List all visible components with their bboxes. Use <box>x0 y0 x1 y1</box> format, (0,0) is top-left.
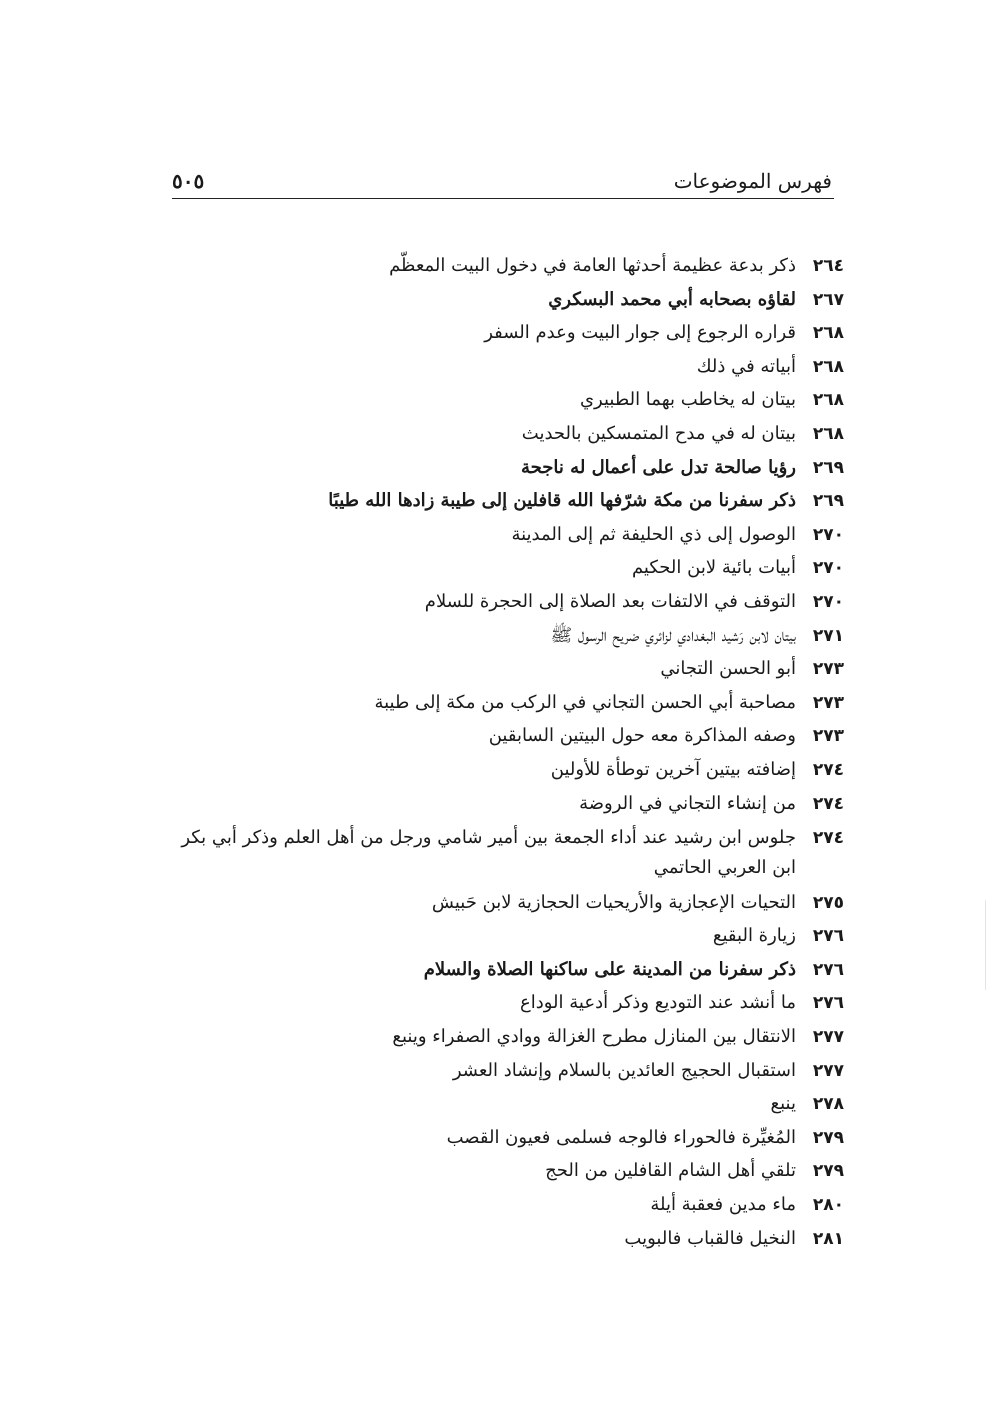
toc-entry <box>154 588 844 616</box>
running-header-title: فهرس الموضوعات <box>673 169 832 193</box>
toc-entry-title: أبيات بائية لابن الحكيم <box>631 557 796 579</box>
toc-page-number: ٢٦٤ <box>812 256 844 276</box>
toc-entry <box>154 989 844 1017</box>
toc-entry-title: استقبال الحجيج العائدين بالسلام وإنشاد العشر <box>452 1059 796 1081</box>
toc-entry <box>154 1191 844 1219</box>
toc-page-number: ٢٧٣ <box>812 659 844 680</box>
toc-entry <box>154 1157 844 1185</box>
toc-entry-title: رؤيا صالحة تدل على أعمال له ناجحة <box>521 456 796 478</box>
toc-entry <box>154 353 844 381</box>
toc-page-number: ٢٧٠ <box>812 591 844 612</box>
toc-page-number: ٢٧٠ <box>812 524 844 545</box>
toc-page-number: ٢٧٤ <box>812 759 844 780</box>
toc-entry-title: من إنشاء التجاني في الروضة <box>579 792 796 814</box>
toc-entry-title: إضافته بيتين آخرين توطأة للأولين <box>550 758 796 780</box>
toc-entry-title: بيتان له في مدح المتمسكين بالحديث <box>521 422 796 444</box>
toc-entry-title: المُغيِّرة فالحوراء فالوجه فسلمى فعيون القصب <box>446 1126 796 1148</box>
toc-entry <box>154 1057 844 1085</box>
toc-entry <box>154 756 844 784</box>
toc-entry <box>154 790 844 818</box>
toc-page-number: ٢٧٣ <box>812 726 844 747</box>
toc-entry-title: النخيل فالقباب فالبويب <box>624 1227 796 1249</box>
toc-entry <box>154 420 844 448</box>
toc-page-number: ٢٧٣ <box>812 692 844 713</box>
toc-entry-title: قراره الرجوع إلى جوار البيت وعدم السفر <box>484 322 796 344</box>
toc-entry-title: ما أنشد عند التوديع وذكر أدعية الوداع <box>519 992 796 1014</box>
toc-entry-title: ذكر بدعة عظيمة أحدثها العامة في دخول البيت المعظّم <box>389 255 796 276</box>
toc-entry-title: التوقف في الالتفات بعد الصلاة إلى الحجرة للسلام <box>424 590 796 612</box>
toc-page-number: ٢٧٦ <box>812 926 844 947</box>
toc-entry <box>154 1124 844 1152</box>
toc-page-number: ٢٧٧ <box>812 1027 844 1048</box>
scan-edge-mark <box>985 900 986 990</box>
toc-entry-title: ذكر سفرنا من المدينة على ساكنها الصلاة والسلام <box>423 958 796 980</box>
toc-page-number: ٢٦٩ <box>812 491 844 512</box>
toc-entry <box>154 1023 844 1051</box>
toc-entry <box>154 286 844 314</box>
toc-entry <box>154 521 844 549</box>
toc-entry <box>154 622 844 650</box>
toc-page-number: ٢٧٧ <box>812 1060 844 1081</box>
toc-page-number: ٢٦٩ <box>812 457 844 478</box>
toc-page-number: ٢٧١ <box>812 625 844 646</box>
toc-entry <box>154 252 844 280</box>
toc-entry-title: ينبع <box>770 1093 796 1115</box>
toc-entry <box>154 655 844 683</box>
toc-entry <box>154 889 844 917</box>
toc-entry-title: ذكر سفرنا من مكة شرّفها الله قافلين إلى طيبة زادها الله طيبًا <box>328 490 796 512</box>
toc-entry-title: أبياته في ذلك <box>696 355 796 377</box>
toc-page-number: ٢٨٠ <box>812 1195 844 1216</box>
toc-entry <box>154 319 844 347</box>
toc-page-number: ٢٧٠ <box>812 558 844 579</box>
toc-entry <box>154 823 844 883</box>
toc-page-number: ٢٨١ <box>812 1228 844 1249</box>
toc-page-number: ٢٧٦ <box>812 959 844 980</box>
toc-entry <box>154 1225 844 1253</box>
page-number: ٥٠٥ <box>172 169 205 193</box>
toc-entry <box>154 454 844 482</box>
toc-page-number: ٢٦٨ <box>812 423 844 444</box>
toc-entry <box>154 689 844 717</box>
page-header <box>172 165 832 197</box>
toc-entry-title: الانتقال بين المنازل مطرح الغزالة ووادي الصفراء وينبع <box>392 1026 796 1048</box>
table-of-contents <box>154 252 844 1258</box>
toc-entry <box>154 1090 844 1118</box>
toc-entry <box>154 722 844 750</box>
toc-page-number: ٢٧٩ <box>812 1161 844 1182</box>
toc-entry-title: وصفه المذاكرة معه حول البيتين السابقين <box>488 725 796 747</box>
toc-entry-title: الوصول إلى ذي الحليفة ثم إلى المدينة <box>511 523 796 545</box>
toc-page-number: ٢٦٨ <box>812 390 844 411</box>
toc-entry <box>154 386 844 414</box>
toc-page-number: ٢٧٤ <box>812 793 844 814</box>
toc-entry-title: مصاحبة أبي الحسن التجاني في الركب من مكة إلى طيبة <box>374 691 796 713</box>
toc-page-number: ٢٧٤ <box>812 828 844 849</box>
toc-entry <box>154 487 844 515</box>
toc-page-number: ٢٧٨ <box>812 1094 844 1115</box>
toc-entry <box>154 922 844 950</box>
toc-entry-title: ماء مدين فعقبة أيلة <box>650 1194 796 1216</box>
toc-entry-title: لقاؤه بصحابه أبي محمد البسكري <box>548 288 796 310</box>
toc-entry <box>154 554 844 582</box>
toc-page-number: ٢٧٦ <box>812 993 844 1014</box>
toc-page-number: ٢٦٧ <box>812 289 844 310</box>
toc-page-number: ٢٧٩ <box>812 1127 844 1148</box>
toc-entry-title: تلقي أهل الشام القافلين من الحج <box>545 1160 796 1182</box>
toc-entry-title: أبو الحسن التجاني <box>660 658 796 680</box>
toc-entry-title: زيارة البقيع <box>712 925 796 947</box>
toc-entry-title: بيتان لابن رَشيد البغدادي لزائري ضريح الرسول ﷺ <box>550 624 796 646</box>
toc-page-number: ٢٧٥ <box>812 892 844 913</box>
toc-entry <box>154 956 844 984</box>
toc-entry-title: جلوس ابن رشيد عند أداء الجمعة بين أمير شامي ورجل من أهل العلم وذكر أبي بكر ابن العربي الحاتمي <box>181 827 796 879</box>
toc-entry-title: التحيات الإعجازية والأريحيات الحجازية لابن حَبيش <box>431 891 796 913</box>
toc-page-number: ٢٦٨ <box>812 323 844 344</box>
header-rule <box>172 198 834 199</box>
toc-entry-title: بيتان له يخاطب بهما الطبيري <box>579 389 796 411</box>
toc-page-number: ٢٦٨ <box>812 356 844 377</box>
